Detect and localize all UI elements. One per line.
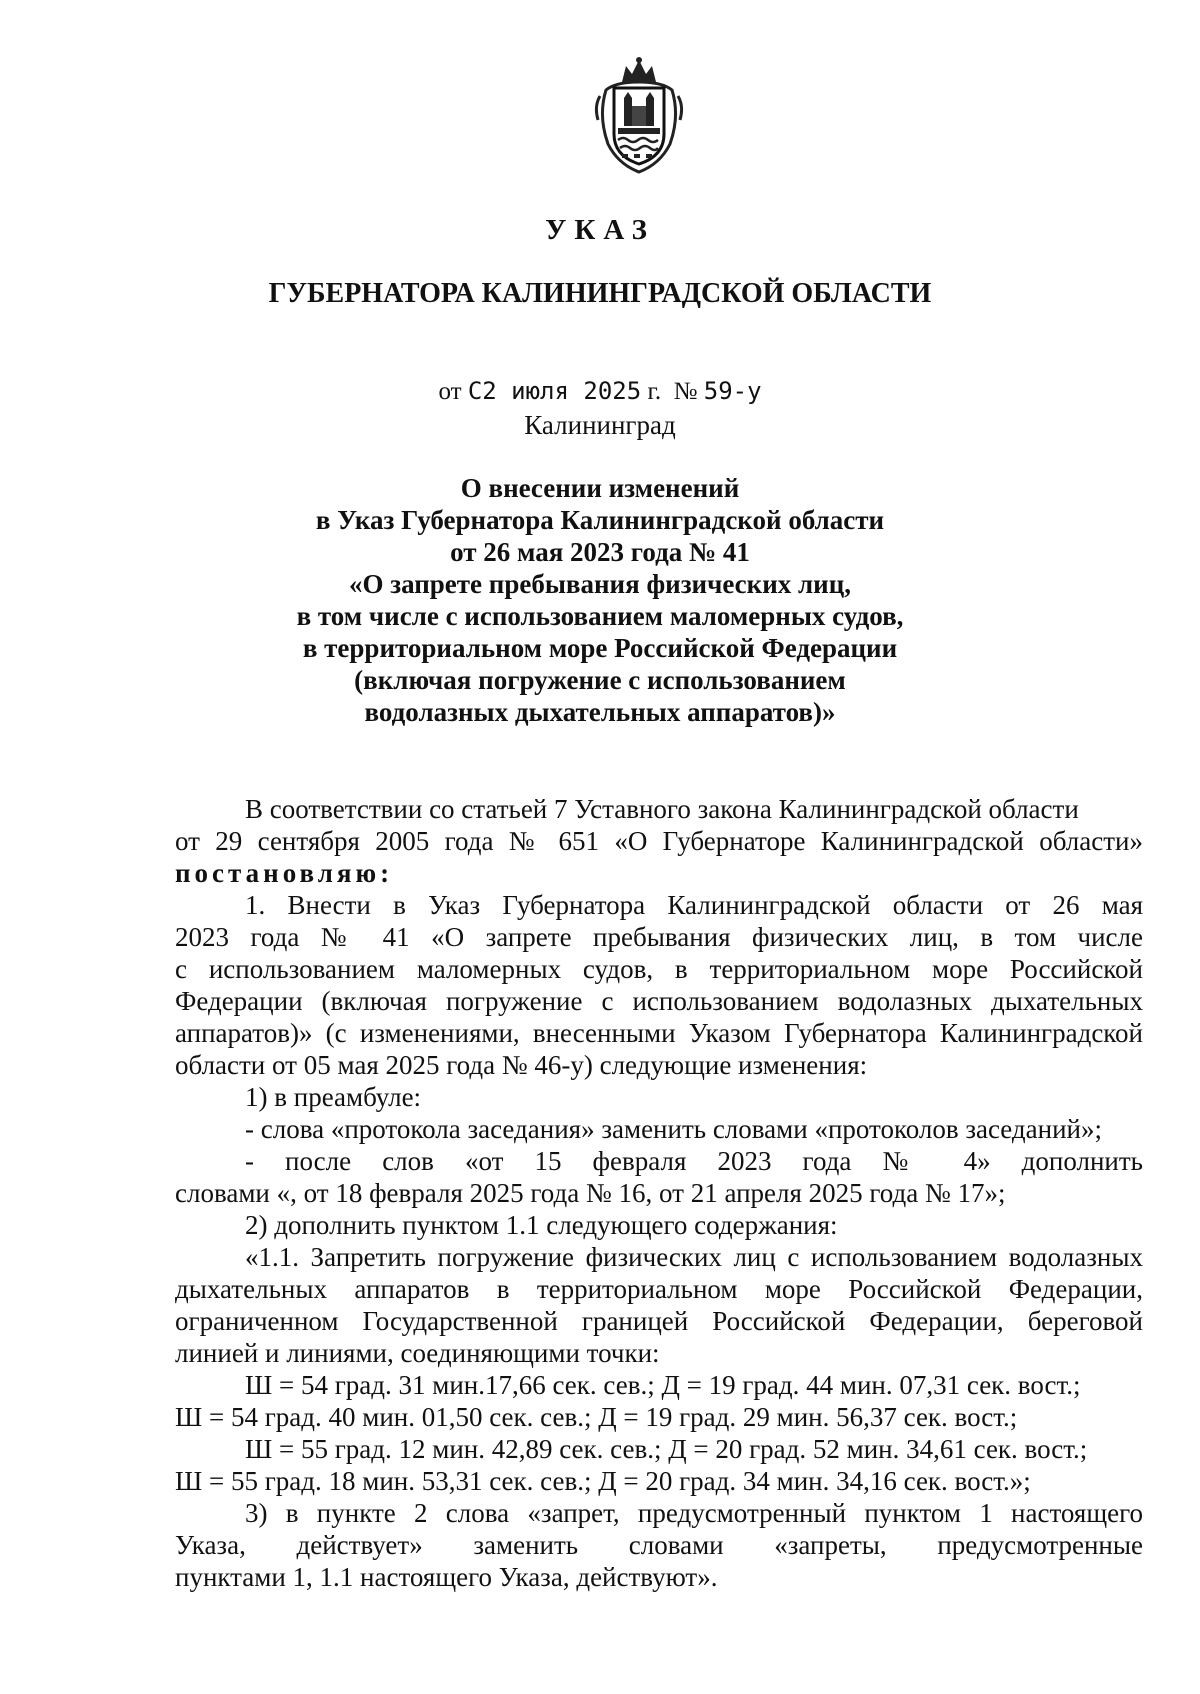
body-line: ограниченном Государственной границей Российской Федерации, береговой	[175, 1306, 1143, 1336]
coat-of-arms-icon	[592, 56, 686, 176]
date-number-line	[150, 377, 1050, 406]
body-line: области от 05 мая 2025 года № 46-у) следующие изменения:	[175, 1050, 868, 1080]
subject-line: «О запрете пребывания физических лиц,	[348, 569, 852, 599]
coordinate-line: Ш = 54 град. 40 мин. 01,50 сек. сев.; Д = 19 град. 29 мин. 56,37 сек. вост.;	[175, 1402, 1018, 1432]
subject-line: водолазных дыхательных аппаратов)»	[364, 697, 836, 727]
issuer-heading: ГУБЕРНАТОРА КАЛИНИНГРАДСКОЙ ОБЛАСТИ	[268, 278, 932, 309]
body-line: 2) дополнить пунктом 1.1 следующего содержания:	[245, 1210, 838, 1240]
body-line: - слова «протокола заседания» заменить словами «протоколов заседаний»;	[245, 1114, 1102, 1144]
body-line: Федерации (включая погружение с использованием водолазных дыхательных	[175, 986, 1143, 1016]
decree-body	[175, 793, 1143, 1593]
body-line: В соответствии со статьей 7 Уставного закона Калининградской области	[245, 794, 1079, 824]
subject-line: в территориальном море Российской Федерации	[302, 633, 898, 663]
resolves-word: постановляю:	[175, 858, 394, 888]
coordinate-line: Ш = 55 град. 18 мин. 53,31 сек. сев.; Д = 20 град. 34 мин. 34,16 сек. вост.»;	[175, 1466, 1031, 1496]
body-line: с использованием маломерных судов, в территориальном море Российской	[175, 954, 1143, 984]
number-sign: №	[673, 378, 698, 405]
document-type-heading: УКАЗ	[545, 214, 655, 246]
body-line: 1. Внести в Указ Губернатора Калининградской области от 26 мая	[245, 890, 1143, 920]
subject-line: О внесении изменений	[460, 473, 740, 503]
body-line: 3) в пункте 2 слова «запрет, предусмотренный пунктом 1 настоящего	[245, 1498, 1143, 1528]
subject-line: в том числе с использованием маломерных судов,	[296, 601, 904, 631]
coordinate-line: Ш = 55 град. 12 мин. 42,89 сек. сев.; Д = 20 град. 52 мин. 34,61 сек. вост.;	[245, 1434, 1088, 1464]
year-suffix: г.	[647, 378, 662, 405]
body-line: пунктами 1, 1.1 настоящего Указа, действуют».	[175, 1562, 718, 1592]
date-value: С2 июля 2025	[467, 377, 642, 405]
body-line: - после слов «от 15 февраля 2023 года № 4» дополнить	[245, 1146, 1143, 1176]
body-line: «1.1. Запретить погружение физических лиц с использованием водолазных	[245, 1242, 1143, 1272]
body-line: дыхательных аппаратов в территориальном море Российской Федерации,	[175, 1274, 1143, 1304]
decree-subject	[150, 472, 1050, 728]
body-line: Указа, действует» заменить словами «запреты, предусмотренные	[175, 1530, 1143, 1560]
body-line: словами «, от 18 февраля 2025 года № 16, от 21 апреля 2025 года № 17»;	[175, 1178, 1006, 1208]
body-line: от 29 сентября 2005 года № 651 «О Губернаторе Калининградской области»	[175, 826, 1143, 856]
subject-line: в Указ Губернатора Калининградской области	[315, 505, 885, 535]
date-prefix: от	[438, 378, 462, 405]
decree-number: 59-у	[703, 377, 762, 405]
city-name: Калининград	[524, 410, 676, 440]
body-line: линией и линиями, соединяющими точки:	[175, 1338, 660, 1368]
body-line: 2023 года № 41 «О запрете пребывания физических лиц, в том числе	[175, 922, 1143, 952]
coordinate-line: Ш = 54 град. 31 мин.17,66 сек. сев.; Д = 19 град. 44 мин. 07,31 сек. вост.;	[245, 1370, 1081, 1400]
subject-line: (включая погружение с использованием	[354, 665, 846, 695]
subject-line: от 26 мая 2023 года № 41	[450, 537, 750, 567]
body-line: 1) в преамбуле:	[245, 1082, 422, 1112]
body-line: аппаратов)» (с изменениями, внесенными Указом Губернатора Калининградской	[175, 1018, 1143, 1048]
